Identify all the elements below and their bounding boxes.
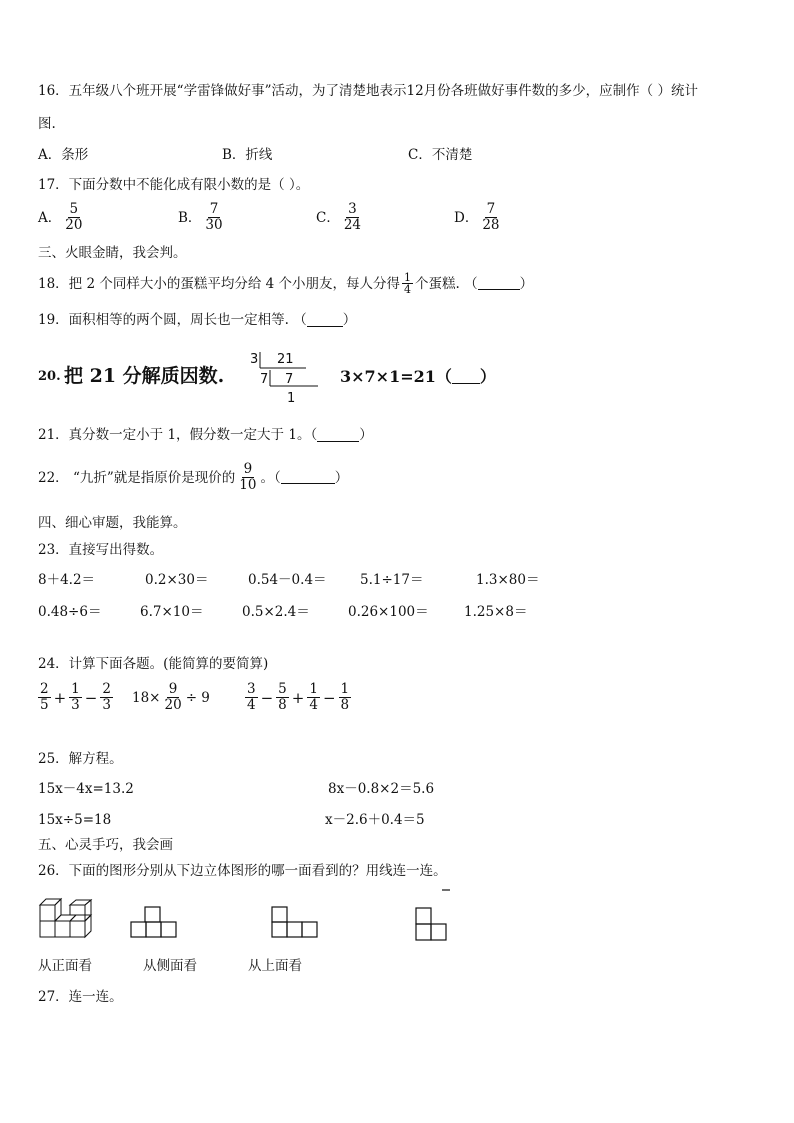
q27-text: 27．连一连。 (38, 989, 123, 1005)
q19-text: 19．面积相等的两个圆，周长也一定相等. （ (38, 312, 307, 328)
fraction: $\frac{1}{3}$ (71, 681, 80, 713)
q20-close: ） (479, 367, 496, 386)
q17-text: 17．下面分数中不能化成有限小数的是（ ）。 (38, 177, 310, 193)
q23-item: 1.3×80＝ (476, 572, 540, 588)
q23-item: 0.5×2.4＝ (242, 604, 310, 620)
section-heading-5: 五、心灵手巧，我会画 (38, 837, 173, 853)
q20-result (340, 366, 496, 388)
fraction: $\frac{9}{10}$ (239, 461, 257, 493)
q22-text: 22． “九折”就是指原价是现价的 (38, 469, 236, 486)
q25-equation-2: 8x－0.8×2＝5.6 (328, 781, 435, 797)
q23-item: 0.2×30＝ (145, 572, 209, 588)
q22-text-end: 。（ (260, 469, 281, 486)
fraction: $\frac{5}{20}$ (65, 201, 83, 233)
q16-option-a: A．条形 (38, 147, 89, 163)
side-view-shape[interactable] (130, 905, 178, 939)
q17-option-label: D． (454, 209, 479, 226)
fraction: $\frac{1}{4}$ (309, 681, 318, 713)
minus-sign: − (322, 688, 336, 707)
view-label-side: 从侧面看 (143, 958, 197, 974)
q20-number: 20. (38, 369, 61, 384)
q17-option-b (178, 202, 227, 233)
q23-item: 0.26×100＝ (348, 604, 429, 620)
q18-text: 18．把 2 个同样大小的蛋糕平均分给 4 个小朋友，每人分得 (38, 275, 401, 292)
q22 (38, 462, 348, 493)
top-view-shape[interactable] (270, 905, 318, 939)
fraction: $\frac{1}{8}$ (340, 681, 350, 713)
q26-text: 26．下面的图形分别从下边立体图形的哪一面看到的？用线连一连。 (38, 863, 447, 879)
q17-option-label: C． (316, 209, 340, 226)
fraction: $\frac{2}{5}$ (40, 681, 49, 713)
view-label-front: 从正面看 (38, 958, 92, 974)
fraction: $\frac{5}{8}$ (278, 681, 287, 713)
division-dividend-2: 7 (285, 372, 294, 387)
answer-blank[interactable] (317, 429, 359, 442)
q21 (38, 426, 373, 444)
fraction: $\frac{1}{4}$ (404, 271, 412, 296)
q16-option-c: C．不清楚 (408, 147, 473, 163)
plus-sign: + (291, 688, 305, 707)
division-dividend-1: 21 (277, 352, 294, 367)
minus-sign: − (84, 688, 98, 707)
q25-equation-3: 15x÷5=18 (38, 812, 112, 828)
q16-option-b: B．折线 (222, 147, 273, 163)
q20-text: 把 21 分解质因数. (64, 365, 225, 387)
q23-item: 5.1÷17＝ (360, 572, 424, 588)
q18-close: ） (519, 275, 534, 292)
division-divisor-1: 3 (250, 352, 259, 367)
solid-figure (38, 895, 102, 941)
q19 (38, 311, 356, 329)
section-heading-4: 四、细心审题，我能算。 (38, 515, 187, 531)
q21-text: 21．真分数一定小于 1，假分数一定大于 1。（ (38, 427, 318, 443)
q21-close: ） (359, 427, 373, 443)
q17-option-c (316, 202, 365, 233)
q17-option-d (454, 202, 504, 233)
section-heading-3: 三、火眼金睛，我会判。 (38, 245, 187, 261)
q25-equation-4: x－2.6＋0.4＝5 (325, 812, 425, 828)
q24-text: 24．计算下面各题。(能简算的要简算) (38, 656, 269, 672)
q23-text: 23．直接写出得数。 (38, 542, 164, 558)
q25-equation-1: 15x－4x=13.2 (38, 781, 134, 797)
front-view-shape[interactable] (412, 888, 452, 944)
division-divisor-2: 7 (260, 372, 269, 387)
q20-result-text: 3×7×1=21（ (340, 367, 452, 386)
view-label-top: 从上面看 (248, 958, 302, 974)
q17-option-label: B． (178, 209, 202, 226)
q17-option-a (38, 202, 86, 233)
answer-blank[interactable] (281, 471, 335, 484)
expression-text: ÷ 9 (185, 689, 210, 706)
fraction: $\frac{3}{24}$ (343, 201, 362, 233)
minus-sign: − (260, 688, 274, 707)
expression-text: 18× (132, 689, 161, 706)
fraction: $\frac{7}{28}$ (482, 201, 500, 233)
q23-item: 0.54－0.4＝ (248, 572, 327, 588)
fraction: $\frac{7}{30}$ (205, 201, 223, 233)
answer-blank[interactable] (452, 371, 480, 384)
fraction: $\frac{2}{3}$ (102, 681, 111, 713)
fraction: $\frac{9}{20}$ (164, 681, 182, 713)
answer-blank[interactable] (478, 277, 520, 290)
q23-item: 1.25×8＝ (464, 604, 528, 620)
q16-line2: 图. (38, 116, 56, 132)
q24-expression-1 (36, 682, 115, 713)
q23-item: 8＋4.2＝ (38, 572, 96, 588)
q25-text: 25．解方程。 (38, 751, 123, 767)
q23-item: 0.48÷6＝ (38, 604, 102, 620)
q17-option-label: A． (38, 209, 62, 226)
answer-blank[interactable] (307, 314, 343, 327)
q19-close: ） (342, 312, 357, 328)
q23-item: 6.7×10＝ (140, 604, 204, 620)
q24-expression-3 (243, 682, 353, 713)
fraction: $\frac{3}{4}$ (247, 681, 256, 713)
division-result: 1 (287, 391, 296, 406)
q22-close: ） (334, 469, 349, 486)
q18-text-end: 个蛋糕. （ (415, 275, 478, 292)
q18 (38, 272, 533, 295)
q24-expression-2 (132, 682, 210, 713)
plus-sign: + (53, 688, 67, 707)
q16-line1: 16．五年级八个班开展“学雷锋做好事”活动，为了清楚地表示12月份各班做好事件数的多少，应制作（ ）统计 (38, 83, 698, 99)
